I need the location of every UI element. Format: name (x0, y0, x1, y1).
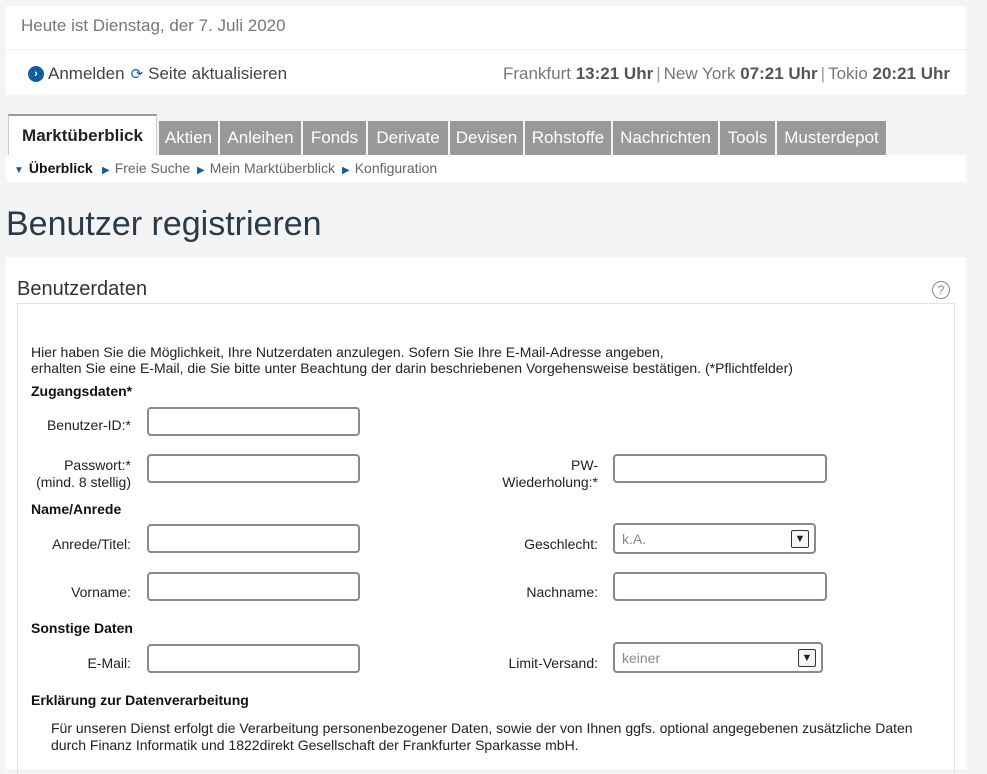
tab-musterdepot[interactable]: Musterdepot (777, 121, 886, 155)
section-other: Sonstige Daten (31, 620, 133, 636)
subnav-item-freie-suche[interactable] (102, 160, 190, 176)
password-repeat-label (488, 457, 598, 491)
separator: | (656, 64, 661, 83)
intro-line: Hier haben Sie die Möglichkeit, Ihre Nutzerdaten anzulegen. Sofern Sie Ihre E-Mail-Adresse angeben, (31, 344, 664, 360)
form-container (17, 303, 955, 774)
account-actions (28, 64, 287, 84)
subnav-label: Konfiguration (354, 160, 438, 176)
subnav-label: Überblick (28, 160, 93, 176)
clock-time: 13:21 Uhr (575, 64, 654, 83)
panel-title: Benutzerdaten (17, 278, 148, 300)
current-date: Heute ist Dienstag, der 7. Juli 2020 (21, 16, 286, 35)
limit-label: Limit-Versand: (508, 655, 598, 671)
market-clocks (503, 64, 950, 84)
lastname-input[interactable] (613, 572, 827, 601)
chevron-down-icon[interactable]: ▼ (798, 649, 816, 667)
clock-time: 07:21 Uhr (740, 64, 818, 83)
privacy-text: Für unseren Dienst erfolgt die Verarbeitung personenbezogener Daten, sowie der von Ihnen ggfs. optional angegebenen zusätzliche Daten durch Finanz Informatik und 1822direkt Gesellschaft der Frankfurter Sparkasse mbH. (51, 720, 913, 753)
login-link[interactable]: Anmelden (48, 64, 125, 83)
email-input[interactable] (147, 644, 360, 673)
tab-devisen[interactable]: Devisen (450, 121, 523, 155)
salutation-input[interactable] (147, 524, 360, 553)
subnav-label: Mein Marktüberblick (209, 160, 335, 176)
clock-city: Tokio (828, 64, 868, 83)
limit-select[interactable] (613, 642, 823, 673)
tab-nachrichten[interactable]: Nachrichten (613, 121, 718, 155)
limit-value: keiner (622, 650, 661, 666)
tab-aktien[interactable]: Aktien (159, 121, 218, 155)
password-repeat-input[interactable] (613, 454, 827, 483)
subnav-label: Freie Suche (114, 160, 191, 176)
user-id-label: Benutzer-ID:* (46, 417, 131, 433)
caret-right-icon: ▶ (342, 165, 350, 176)
caret-right-icon: ▶ (102, 165, 110, 176)
clock-city: Frankfurt (502, 64, 571, 83)
top-bar (6, 6, 966, 95)
caret-right-icon: ▶ (197, 165, 205, 176)
chevron-down-icon[interactable]: ▼ (791, 530, 809, 548)
separator: | (820, 64, 826, 83)
tab-fonds[interactable]: Fonds (303, 121, 366, 155)
intro-line: erhalten Sie eine E-Mail, die Sie bitte unter Beachtung der darin beschriebenen Vorgehensweise bestätigen. (*Pflichtfelder) (31, 360, 793, 376)
password-repeat-label-line: Wiederholung:* (502, 474, 598, 490)
divider (6, 49, 966, 50)
user-data-panel (6, 257, 966, 769)
password-label (31, 457, 131, 491)
password-repeat-label-line: PW- (571, 457, 598, 473)
password-hint: (mind. 8 stellig) (36, 474, 131, 490)
arrow-right-circle-icon: › (28, 66, 44, 82)
clock-city: New York (663, 64, 736, 83)
intro-text (31, 344, 793, 376)
gender-label: Geschlecht: (524, 536, 598, 552)
subnav-item-ueberblick[interactable] (14, 160, 93, 176)
lastname-label: Nachname: (526, 584, 598, 600)
help-icon[interactable]: ? (932, 281, 950, 299)
email-label: E-Mail: (87, 655, 131, 671)
tab-rohstoffe[interactable]: Rohstoffe (525, 121, 611, 155)
firstname-label: Vorname: (71, 584, 131, 600)
gender-select[interactable] (613, 523, 816, 554)
user-id-input[interactable] (147, 407, 360, 436)
tab-marktueberblick[interactable]: Marktüberblick (8, 114, 157, 155)
salutation-label: Anrede/Titel: (52, 536, 131, 552)
refresh-link[interactable]: Seite aktualisieren (148, 64, 288, 83)
refresh-icon[interactable]: ⟳ (130, 66, 144, 83)
sub-navigation (6, 155, 966, 182)
subnav-item-mein-marktueberblick[interactable] (197, 160, 335, 176)
section-privacy: Erklärung zur Datenverarbeitung (31, 692, 249, 708)
clock-time: 20:21 Uhr (872, 64, 950, 83)
password-input[interactable] (147, 454, 360, 483)
gender-value: k.A. (622, 531, 647, 547)
firstname-input[interactable] (147, 572, 360, 601)
page-title: Benutzer registrieren (6, 205, 322, 243)
tab-derivate[interactable]: Derivate (368, 121, 448, 155)
tab-anleihen[interactable]: Anleihen (220, 121, 301, 155)
password-label-line: Passwort:* (64, 457, 131, 473)
tab-tools[interactable]: Tools (720, 121, 775, 155)
section-name: Name/Anrede (31, 501, 122, 517)
caret-down-icon: ▼ (14, 165, 24, 176)
section-access: Zugangsdaten* (31, 383, 133, 399)
subnav-item-konfiguration[interactable] (342, 160, 437, 176)
